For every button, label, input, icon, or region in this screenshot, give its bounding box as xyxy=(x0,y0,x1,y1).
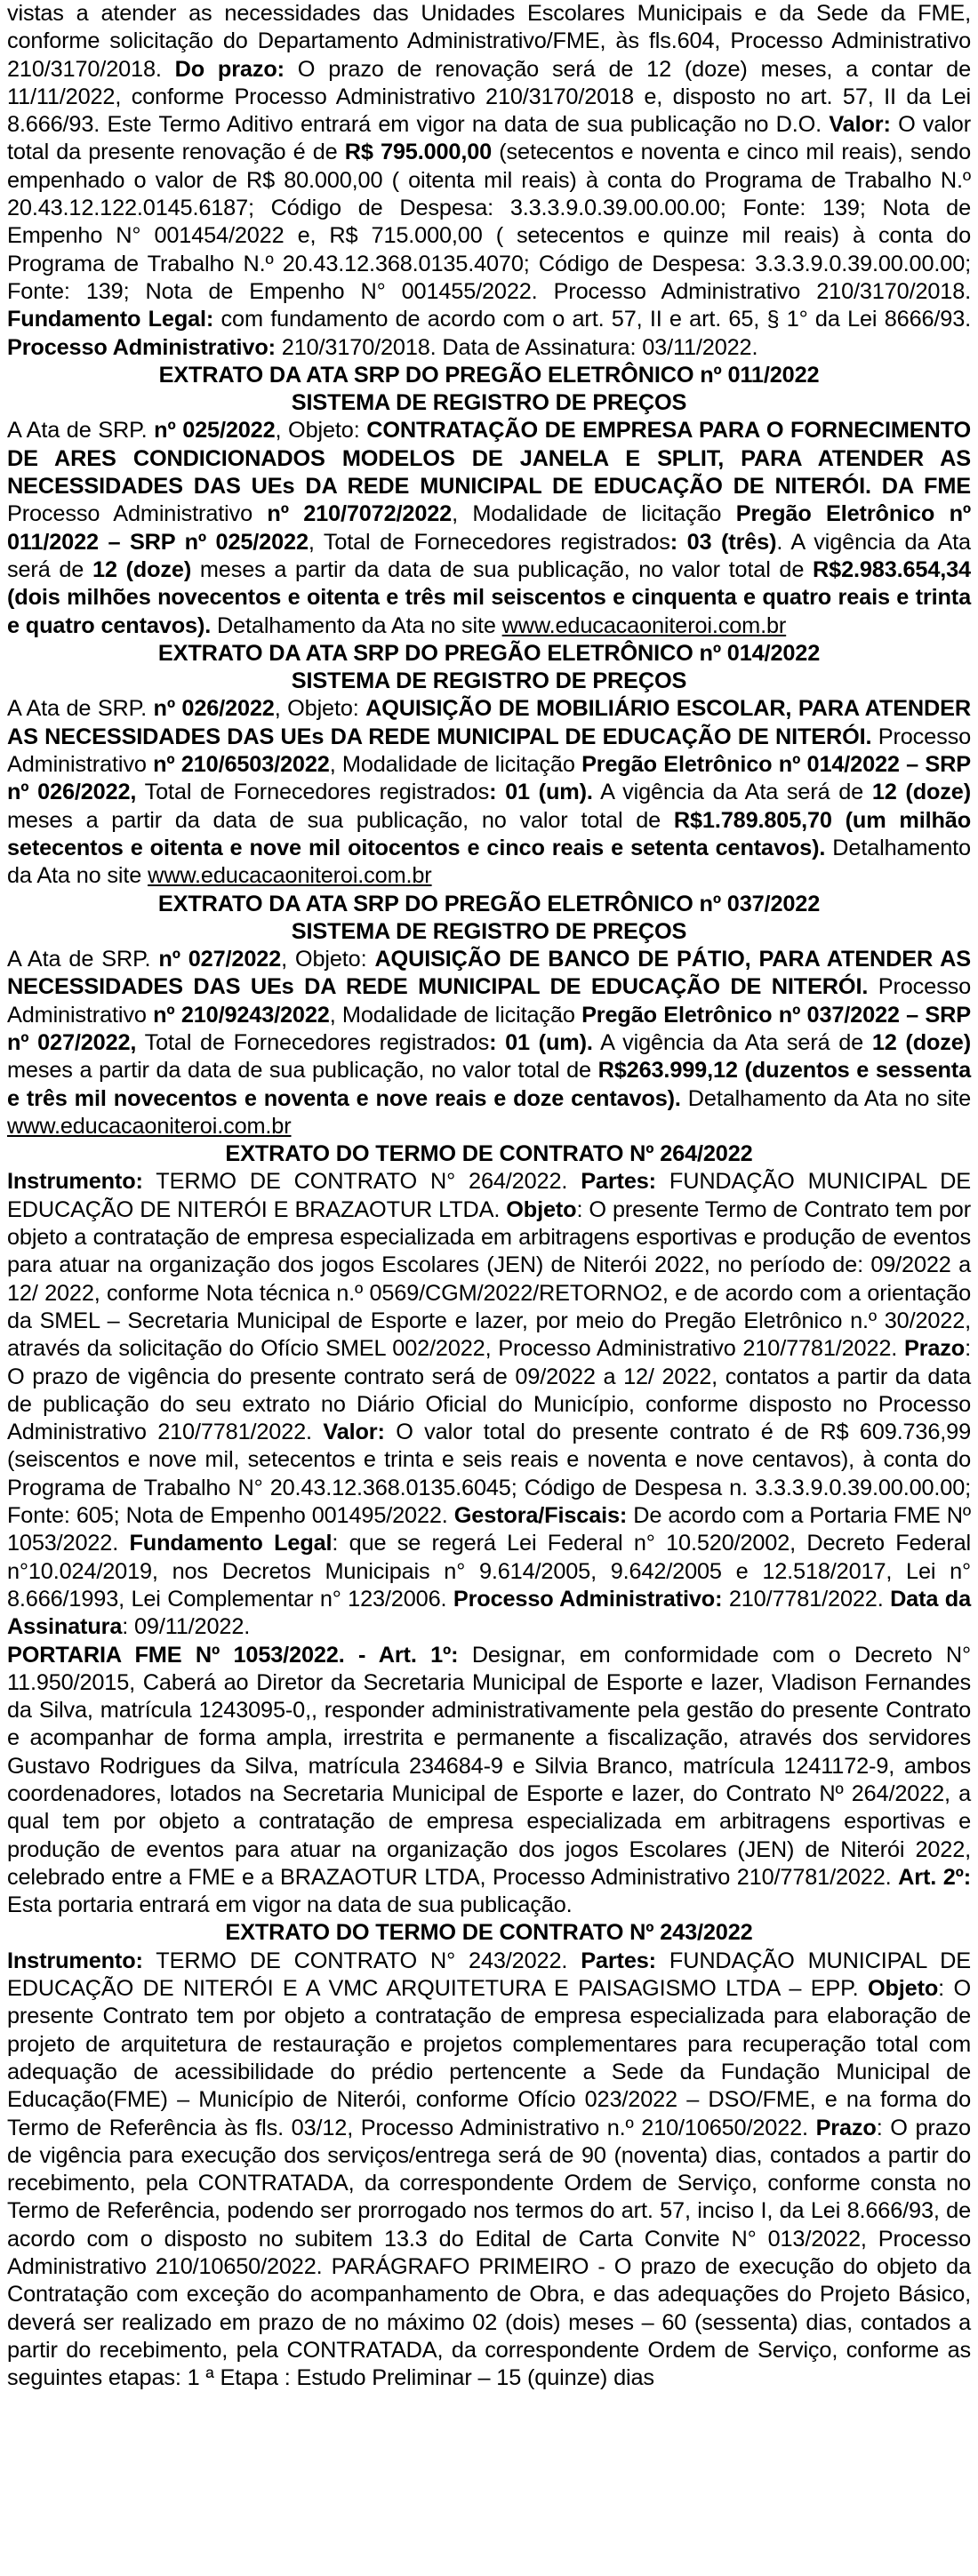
text: , Objeto: xyxy=(281,947,375,972)
bold-value: Pregão Eletrônico nº 037/2022 – SRP nº 027/2022, xyxy=(7,1002,971,1055)
text: A vigência da Ata será de xyxy=(592,780,872,805)
text: : que se regerá Lei Federal n° 10.520/2002, Decreto Federal n°10.024/2019, nos Decretos Municipais n° 9.614/2005, 9.642/2005 e 12.518/2017, Lei n° 8.666/1993, Lei Complementar n° 123/2006. xyxy=(7,1531,971,1612)
bold-label: Fundamento Legal xyxy=(129,1531,333,1556)
bold-value: R$2.983.654,34 (dois milhões novecentos e oitenta e três mil seiscentos e cinquenta e quatro reais e trinta e quatro centavos). xyxy=(7,556,971,638)
ata-014-title: EXTRATO DA ATA SRP DO PREGÃO ELETRÔNICO nº 014/2022 xyxy=(157,640,821,666)
text: A Ata de SRP. xyxy=(7,696,154,722)
bold-label: Prazo xyxy=(815,2115,877,2140)
bold-label: Objeto xyxy=(506,1196,577,1222)
ata-011-site-link[interactable]: www.educacaoniteroi.com.br xyxy=(501,612,787,638)
bold-value: AQUISIÇÃO DE MOBILIÁRIO ESCOLAR, PARA ATENDER AS NECESSIDADES DAS UEs DA REDE MUNICIPAL DE EDUCAÇÃO DE NITERÓI. xyxy=(7,696,971,749)
text: A Ata de SRP. xyxy=(7,947,159,972)
text: vistas a atender as necessidades das Unidades Escolares Municipais e da Sede da FME, conforme solicitação do Departamento Administrativo/FME, às fls.604, Processo Administrativo 210/3170/2018. xyxy=(7,1,971,82)
bold-label: Partes: xyxy=(581,1169,656,1195)
bold-value: nº 210/6503/2022 xyxy=(153,752,330,778)
bold-value: Pregão Eletrônico nº 014/2022 – SRP nº 026/2022, xyxy=(7,752,971,805)
ata-037-site-link[interactable]: www.educacaoniteroi.com.br xyxy=(7,1113,292,1139)
contrato-243-title: EXTRATO DO TERMO DE CONTRATO Nº 243/2022 xyxy=(225,1920,753,1946)
bold-value: 12 (doze) xyxy=(871,1029,971,1055)
text: O valor total do presente contrato é de R$ 609.736,99 (seiscentos e nove mil, setecentos e trinta e seis reais e noventa e nove centavos), à conta do Programa de Trabalho N° 20.43.12.368.0135.6045; Código de Despesa n. 3.3.3.9.0.39.00.00.00; Fonte: 605; Nota de Empenho 001495/2022. xyxy=(7,1420,971,1529)
bold-label: Data da Assinatura xyxy=(7,1586,971,1640)
text: . A vigência da Ata será de xyxy=(7,529,971,582)
contrato-243-paragraph xyxy=(7,1948,971,2393)
bold-value: 12 (doze) xyxy=(871,780,971,805)
text: Esta portaria entrará em vigor na data de sua publicação. xyxy=(7,1892,573,1918)
text: meses a partir da data de sua publicação, no valor total de xyxy=(191,556,814,582)
bold-label: Art. 2º: xyxy=(898,1864,971,1890)
bold-label: Objeto xyxy=(867,1976,939,2002)
bold-value: Pregão Eletrônico nº 011/2022 – SRP nº 025/2022 xyxy=(7,501,972,555)
bold-label: Instrumento: xyxy=(7,1169,143,1195)
ata-011-subtitle: SISTEMA DE REGISTRO DE PREÇOS xyxy=(291,390,687,416)
bold-label: Processo Administrativo: xyxy=(453,1586,723,1612)
text: 210/7781/2022. xyxy=(722,1586,891,1612)
bold-value: nº 026/2022 xyxy=(153,696,275,722)
text: : O presente Termo de Contrato tem por objeto a contratação de empresa especializada em arbitragens esportivas e produção de eventos para atuar na organização dos jogos Escolares (JEN) de Niterói 2022, no período de: 09/2022 a 12/ 2022, conforme Nota técnica n.º 0569/CGM/2022/RETORNO2, e de acordo com a orientação da SMEL – Secretaria Municipal de Esporte e lazer, por meio do Pregão Eletrônico n.º 30/2022, através da solicitação do Ofício SMEL 002/2022, Processo Administrativo 210/7781/2022. xyxy=(7,1196,971,1362)
text: , Modalidade de licitação xyxy=(452,501,736,527)
bold-label: Gestora/Fiscais: xyxy=(453,1503,628,1529)
ata-037-subtitle: SISTEMA DE REGISTRO DE PREÇOS xyxy=(291,918,687,944)
text: 210/3170/2018. Data de Assinatura: 03/11/2022. xyxy=(275,334,758,360)
text: meses a partir da data de sua publicação, no valor total de xyxy=(7,807,674,833)
contrato-264-title: EXTRATO DO TERMO DE CONTRATO Nº 264/2022 xyxy=(225,1141,753,1167)
intro-paragraph xyxy=(7,0,971,362)
ata-011-paragraph xyxy=(7,417,971,639)
text: A vigência da Ata será de xyxy=(592,1029,872,1055)
text: , Total de Fornecedores registrados xyxy=(308,529,670,555)
text: com fundamento de acordo com o art. 57, II e art. 65, § 1° da Lei 8666/93. xyxy=(213,307,972,332)
bold-value: 12 (doze) xyxy=(92,556,192,582)
text: O valor total da presente renovação é de xyxy=(7,112,971,165)
bold-value: R$ 795.000,00 xyxy=(344,140,493,165)
bold-value: R$1.789.805,70 (um milhão setecentos e oitenta e nove mil oitocentos e cinco reais e setenta centavos). xyxy=(7,807,971,860)
bold-value: nº 025/2022 xyxy=(154,418,276,444)
bold-value: : 01 (um). xyxy=(489,1029,593,1055)
ata-014-site-link[interactable]: www.educacaoniteroi.com.br xyxy=(148,863,432,889)
text: , Objeto: xyxy=(275,418,367,444)
text: FUNDAÇÃO MUNICIPAL DE EDUCAÇÃO DE NITERÓI E BRAZAOTUR LTDA. xyxy=(7,1169,971,1222)
bold-value: AQUISIÇÃO DE BANCO DE PÁTIO, PARA ATENDER AS NECESSIDADES DAS UEs DA REDE MUNICIPAL DE EDUCAÇÃO DE NITERÓI. xyxy=(7,947,971,1000)
bold-label: Do prazo: xyxy=(174,56,285,82)
bold-label: Fundamento Legal: xyxy=(7,307,214,332)
text: Detalhamento da Ata no site xyxy=(211,612,502,638)
text: FUNDAÇÃO MUNICIPAL DE EDUCAÇÃO DE NITERÓI E A VMC ARQUITETURA E PAISAGISMO LTDA – EPP. xyxy=(7,1948,971,2002)
ata-014-paragraph xyxy=(7,695,971,890)
bold-label: PORTARIA FME Nº 1053/2022. - Art. 1º: xyxy=(7,1642,459,1668)
text: De acordo com a Portaria FME Nº 1053/2022. xyxy=(7,1503,971,1556)
bold-label: Processo Administrativo: xyxy=(7,334,276,360)
text: : O prazo de vigência para execução dos serviços/entrega será de 90 (noventa) dias, contados a partir do recebimento, pela CONTRATADA, da correspondente Ordem de Serviço, conforme consta no Termo de Referência, podendo ser prorrogado nos termos do art. 57, inciso I, da Lei 8.666/93, de acordo com o disposto no subitem 13.3 do Edital de Carta Convite N° 013/2022, Processo Administrativo 210/10650/2022. PARÁGRAFO PRIMEIRO - O prazo de execução do objeto da Contratação com exceção do acompanhamento de Obra, e das adequações do Projeto Básico, deverá ser realizado em prazo de no máximo 02 (dois) meses – 60 (sessenta) dias, contados a partir do recebimento, pela CONTRATADA, da correspondente Ordem de Serviço, conforme as seguintes etapas: 1 ª Etapa : Estudo Preliminar – 15 (quinze) dias xyxy=(7,2115,971,2391)
text: (setecentos e noventa e cinco mil reais), sendo empenhado o valor de R$ 80.000,00 ( oitenta mil reais) à conta do Programa de Trabalho N.º 20.43.12.122.0145.6187; Código de Despesa: 3.3.3.9.0.39.00.00.00; Fonte: 139; Nota de Empenho N° 001454/2022 e, R$ 715.000,00 ( setecentos e quinze mil reais) à conta do Programa de Trabalho N.º 20.43.12.368.0135.4070; Código de Despesa: 3.3.3.9.0.39.00.00.00; Fonte: 139; Nota de Empenho N° 001455/2022. Processo Administrativo 210/3170/2018. xyxy=(7,140,971,304)
bold-label: Prazo xyxy=(903,1336,966,1362)
bold-label: Valor: xyxy=(323,1420,385,1445)
text: Total de Fornecedores registrados xyxy=(136,780,490,805)
bold-value: : 03 (três) xyxy=(669,529,777,555)
bold-value: : 01 (um). xyxy=(489,780,593,805)
text: , Modalidade de licitação xyxy=(329,1002,582,1028)
bold-value: CONTRATAÇÃO DE EMPRESA PARA O FORNECIMENTO DE ARES CONDICIONADOS MODELOS DE JANELA E SPLIT, PARA ATENDER AS NECESSIDADES DAS UEs DA REDE MUNICIPAL DE EDUCAÇÃO DE NITERÓI. DA FME xyxy=(7,418,971,500)
bold-value: nº 027/2022 xyxy=(158,947,282,972)
bold-value: nº 210/7072/2022 xyxy=(267,501,453,527)
text: TERMO DE CONTRATO N° 243/2022. xyxy=(142,1948,581,1973)
ata-037-title: EXTRATO DA ATA SRP DO PREGÃO ELETRÔNICO nº 037/2022 xyxy=(157,891,821,916)
ata-011-title: EXTRATO DA ATA SRP DO PREGÃO ELETRÔNICO nº 011/2022 xyxy=(158,362,820,388)
ata-037-paragraph xyxy=(7,946,971,1140)
text: Total de Fornecedores registrados xyxy=(136,1029,490,1055)
text: Processo Administrativo xyxy=(7,974,971,1028)
text: : 09/11/2022. xyxy=(122,1614,251,1640)
bold-label: Valor: xyxy=(829,112,891,138)
text: A Ata de SRP. xyxy=(7,418,155,444)
ata-014-subtitle: SISTEMA DE REGISTRO DE PREÇOS xyxy=(291,668,687,694)
text: : O prazo de vigência do presente contrato será de 09/2022 a 12/ 2022, contatos a partir da data de publicação do seu extrato no Diário Oficial do Município, conforme disposto no Processo Administrativo 210/7781/2022. xyxy=(7,1336,971,1445)
text: TERMO DE CONTRATO N° 264/2022. xyxy=(142,1169,581,1195)
text: Detalhamento da Ata no site xyxy=(7,835,971,889)
text: : O presente Contrato tem por objeto a contratação de empresa especializada para elaboração de projeto de arquitetura de restauração e projetos complementares para recuperação total com adequação de acessibilidade do prédio pertencente a Sede da Fundação Municipal de Educação(FME) – Município de Niterói, conforme Ofício 023/2022 – DSO/FME, e na forma do Termo de Referência às fls. 03/12, Processo Administrativo n.º 210/10650/2022. xyxy=(7,1976,971,2140)
contrato-264-paragraph xyxy=(7,1168,971,1641)
text: Processo Administrativo xyxy=(7,501,268,527)
text: Designar, em conformidade com o Decreto N° 11.950/2015, Caberá ao Diretor da Secretaria Municipal de Esporte e lazer, Vladison Fernandes da Silva, matrícula 1243095-0,, responder administrativamente pela gestão do presente Contrato e acompanhar de forma ampla, irrestrita e permanente a fiscalização, através dos servidores Gustavo Rodrigues da Silva, matrícula 234684-9 e Silvia Branco, matrícula 1241172-9, ambos coordenadores, lotados na Secretaria Municipal de Esporte e lazer, do Contrato Nº 264/2022, a qual tem por objeto a contratação de empresa especializada em arbitragens esportivas e produção de eventos para atuar na organização dos jogos Escolares (JEN) de Niterói 2022, celebrado entre a FME e a BRAZAOTUR LTDA, Processo Administrativo 210/7781/2022. xyxy=(7,1642,971,1890)
bold-label: Instrumento: xyxy=(7,1948,143,1973)
text: , Objeto: xyxy=(274,696,366,722)
text: , Modalidade de licitação xyxy=(329,752,582,778)
text: Processo Administrativo xyxy=(7,724,971,778)
bold-label: Partes: xyxy=(581,1948,656,1973)
text: O prazo de renovação será de 12 (doze) meses, a contar de 11/11/2022, conforme Processo Administrativo 210/3170/2018 e, disposto no art. 57, II da Lei 8.666/93. Este Termo Aditivo entrará em vigor na data de sua publicação no D.O. xyxy=(7,56,972,138)
text: Detalhamento da Ata no site xyxy=(680,1085,971,1111)
bold-value: nº 210/9243/2022 xyxy=(153,1002,330,1028)
bold-value: R$263.999,12 (duzentos e sessenta e três mil novecentos e noventa e nove reais e doze centavos). xyxy=(7,1058,971,1111)
text: meses a partir da data de sua publicação, no valor total de xyxy=(7,1058,598,1084)
portaria-1053-paragraph xyxy=(7,1642,971,1920)
